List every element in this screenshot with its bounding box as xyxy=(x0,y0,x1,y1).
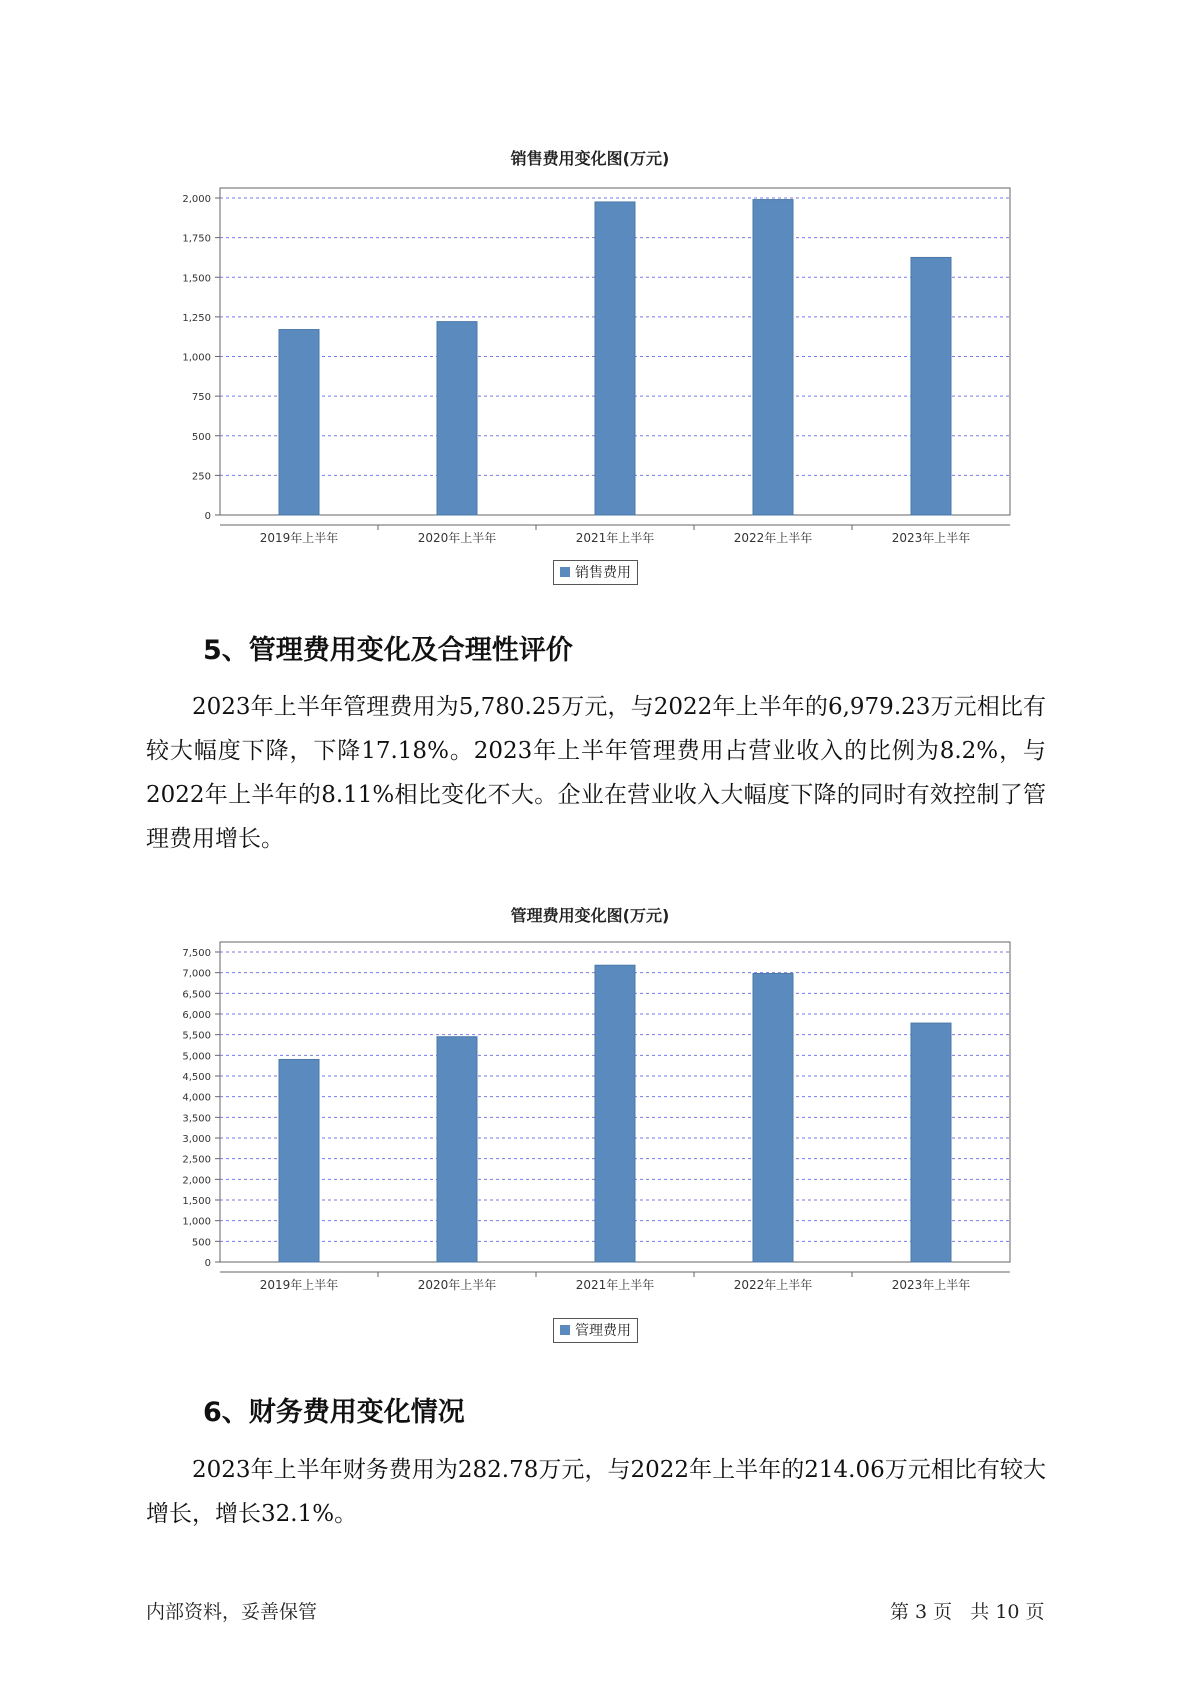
bar xyxy=(911,1023,951,1262)
y-tick-label: 6,000 xyxy=(182,1010,211,1021)
x-tick-label: 2022年上半年 xyxy=(733,531,813,545)
y-tick-label: 1,750 xyxy=(182,233,211,245)
footer-page-number: 第 3 页 共 10 页 xyxy=(890,1601,1045,1623)
legend-label: 管理费用 xyxy=(575,1323,631,1339)
admin-expense-bar-chart xyxy=(140,935,1040,1355)
y-tick-label: 5,000 xyxy=(182,1051,211,1063)
x-tick-label: 2023年上半年 xyxy=(891,531,971,545)
bar xyxy=(279,330,319,515)
y-tick-label: 2,500 xyxy=(182,1154,211,1166)
bar xyxy=(753,974,793,1262)
section-heading-6: 6、财务费用变化情况 xyxy=(203,1397,465,1428)
section-paragraph-6: 2023年上半年财务费用为282.78万元，与2022年上半年的214.06万元相比有较大增长，增长32.1%。 xyxy=(146,1457,1046,1527)
y-tick-label: 5,500 xyxy=(182,1030,211,1042)
x-tick-label: 2020年上半年 xyxy=(417,1278,497,1292)
bar xyxy=(437,322,477,515)
bar xyxy=(595,202,635,515)
x-tick-label: 2019年上半年 xyxy=(259,531,339,545)
x-tick-label: 2021年上半年 xyxy=(575,531,655,545)
y-tick-label: 2,000 xyxy=(182,1175,211,1187)
bar xyxy=(753,200,793,515)
bar xyxy=(437,1037,477,1262)
y-tick-label: 500 xyxy=(191,1237,211,1249)
x-tick-label: 2023年上半年 xyxy=(891,1278,971,1292)
y-tick-label: 500 xyxy=(191,431,211,443)
y-tick-label: 0 xyxy=(204,1258,211,1269)
y-tick-label: 6,500 xyxy=(182,989,211,1001)
y-tick-label: 250 xyxy=(191,471,211,483)
x-tick-label: 2022年上半年 xyxy=(733,1278,813,1292)
chart-title: 管理费用变化图(万元) xyxy=(510,906,670,925)
y-tick-label: 1,000 xyxy=(182,352,211,364)
y-tick-label: 7,500 xyxy=(182,948,211,959)
chart-legend xyxy=(553,560,638,585)
chart-title: 销售费用变化图(万元) xyxy=(510,149,670,168)
bar xyxy=(911,257,951,515)
y-tick-label: 1,500 xyxy=(182,1196,211,1207)
footer-left: 内部资料，妥善保管 xyxy=(146,1601,318,1623)
y-tick-label: 3,000 xyxy=(182,1134,211,1145)
x-tick-label: 2021年上半年 xyxy=(575,1278,655,1292)
y-tick-label: 1,500 xyxy=(182,273,211,285)
y-tick-label: 7,000 xyxy=(182,968,211,980)
y-tick-label: 1,250 xyxy=(182,312,211,324)
sales-expense-bar-chart xyxy=(140,180,1040,570)
y-tick-label: 750 xyxy=(191,392,211,404)
legend-label: 销售费用 xyxy=(575,565,631,581)
y-tick-label: 3,500 xyxy=(182,1113,211,1125)
y-tick-label: 4,500 xyxy=(182,1072,211,1083)
y-tick-label: 4,000 xyxy=(182,1092,211,1104)
x-tick-label: 2020年上半年 xyxy=(417,531,497,545)
section-paragraph-5: 2023年上半年管理费用为5,780.25万元，与2022年上半年的6,979.23万元相比有较大幅度下降，下降17.18%。2023年上半年管理费用占营业收入的比例为8.2%，与2022年上半年的8.11%相比变化不大。企业在营业收入大幅度下降的同时有效控制了管理费用增长。 xyxy=(146,694,1046,852)
section-heading-5: 5、管理费用变化及合理性评价 xyxy=(203,635,573,666)
y-tick-label: 0 xyxy=(204,511,211,522)
legend-swatch xyxy=(560,1325,570,1335)
y-tick-label: 2,000 xyxy=(182,194,211,205)
bar xyxy=(279,1059,319,1262)
chart-legend xyxy=(553,1318,638,1343)
legend-swatch xyxy=(560,567,570,577)
bar xyxy=(595,965,635,1262)
y-tick-label: 1,000 xyxy=(182,1216,211,1228)
x-tick-label: 2019年上半年 xyxy=(259,1278,339,1292)
